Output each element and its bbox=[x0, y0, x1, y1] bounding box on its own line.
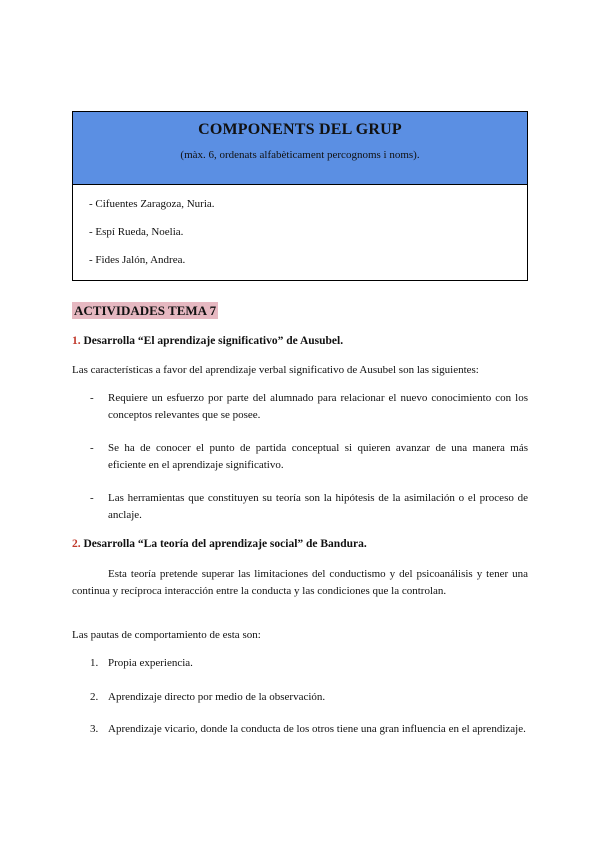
numbered-text: Propia experiencia. bbox=[108, 657, 193, 669]
group-components-box bbox=[72, 111, 528, 281]
numbered-item bbox=[90, 655, 528, 672]
bullet-marker: - bbox=[90, 392, 94, 404]
numbered-text: Aprendizaje directo por medio de la observación. bbox=[108, 691, 326, 703]
group-components-header bbox=[73, 112, 527, 185]
question-2-heading bbox=[72, 538, 367, 550]
numbered-item bbox=[90, 689, 528, 706]
numbered-marker: 3. bbox=[90, 723, 99, 735]
bullet-text: Requiere un esfuerzo por parte del alumnado para relacionar el nuevo conocimiento con los conceptos relevantes que se posee. bbox=[108, 392, 528, 421]
member-item: - Espí Rueda, Noelia. bbox=[89, 226, 184, 238]
member-list bbox=[73, 185, 527, 276]
member-item: - Cifuentes Zaragoza, Nuria. bbox=[89, 198, 215, 210]
question-2-text: Desarrolla “La teoría del aprendizaje social” de Bandura. bbox=[83, 538, 367, 550]
group-components-title: COMPONENTS DEL GRUP bbox=[198, 121, 402, 138]
member-item: - Fides Jalón, Andrea. bbox=[89, 254, 186, 266]
bullet-text: Las herramientas que constituyen su teoría son la hipótesis de la asimilación o el proceso de anclaje. bbox=[108, 492, 528, 521]
bullet-marker: - bbox=[90, 442, 94, 454]
question-1-intro: Las características a favor del aprendizaje verbal significativo de Ausubel son las siguientes: bbox=[72, 364, 479, 376]
numbered-marker: 1. bbox=[90, 657, 99, 669]
group-components-subtitle: (màx. 6, ordenats alfabèticament percognoms i noms). bbox=[180, 149, 420, 161]
bullet-item bbox=[90, 440, 528, 474]
bullet-item bbox=[90, 490, 528, 524]
question-1-number: 1. bbox=[72, 335, 81, 347]
question-1-text: Desarrolla “El aprendizaje significativo” de Ausubel. bbox=[83, 335, 344, 347]
section-heading: ACTIVIDADES TEMA 7 bbox=[74, 303, 217, 318]
numbered-marker: 2. bbox=[90, 691, 99, 703]
bullet-marker: - bbox=[90, 492, 94, 504]
bullet-item bbox=[90, 390, 528, 424]
question-1-heading bbox=[72, 335, 343, 347]
question-2-intro: Las pautas de comportamiento de esta son: bbox=[72, 629, 261, 641]
bullet-text: Se ha de conocer el punto de partida conceptual si quieren avanzar de una manera más eficiente en el aprendizaje significativo. bbox=[108, 442, 528, 471]
question-2-number: 2. bbox=[72, 538, 81, 550]
question-2-paragraph: Esta teoría pretende superar las limitaciones del conductismo y del psicoanálisis y tener una continua y recíproca interacción entre la conducta y las condiciones que la controlan. bbox=[72, 568, 528, 597]
numbered-text: Aprendizaje vicario, donde la conducta de los otros tiene una gran influencia en el aprendizaje. bbox=[108, 723, 526, 735]
numbered-item bbox=[90, 721, 528, 738]
